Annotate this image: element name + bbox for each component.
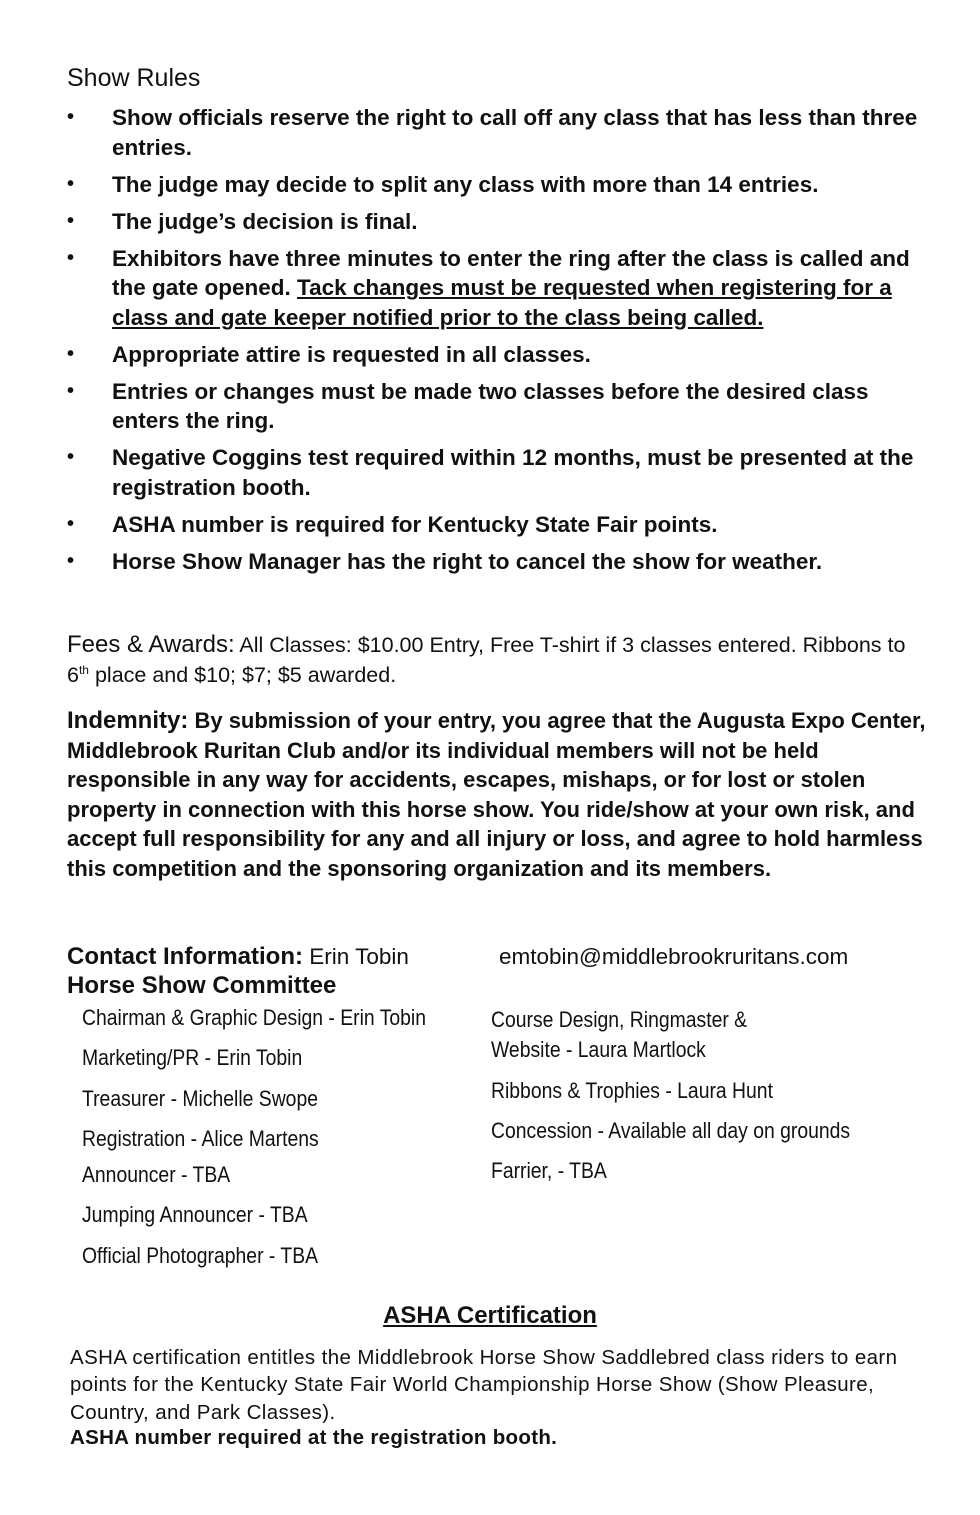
show-rules-list	[67, 103, 927, 584]
asha-certification-text: ASHA certification entitles the Middlebrook Horse Show Saddlebred class riders to earn points for the Kentucky State Fair World Championship Horse Show (Show Pleasure, Country, and Park Classes).	[70, 1346, 898, 1424]
rule-item	[67, 443, 927, 502]
indemnity-label: Indemnity:	[67, 707, 189, 734]
rule-text: The judge may decide to split any class with more than 14 entries.	[112, 171, 819, 197]
asha-requirement-note: ASHA number required at the registration booth.	[70, 1426, 558, 1449]
committee-member: Concession - Available all day on grounds	[491, 1118, 851, 1143]
fees-awards-paragraph	[67, 632, 927, 688]
fees-colon: :	[227, 631, 235, 658]
rule-item	[67, 510, 927, 540]
committee-member: Registration - Alice Martens	[82, 1126, 319, 1151]
rule-text: Horse Show Manager has the right to cancel the show for weather.	[112, 548, 823, 574]
rule-item	[67, 244, 927, 333]
contact-email: emtobin@middlebrookruritans.com	[499, 944, 849, 969]
rule-text: Negative Coggins test required within 12 months, must be presented at the registration booth.	[112, 445, 914, 500]
contact-name: Erin Tobin	[302, 944, 409, 969]
bullet-icon: •	[67, 172, 75, 195]
rule-text: Exhibitors have three minutes to enter the ring after the class is called and the gate opened.	[112, 245, 910, 300]
committee-member: Announcer - TBA	[82, 1162, 231, 1187]
rule-text: Show officials reserve the right to call off any class that has less than three entries.	[112, 105, 918, 160]
rule-item	[67, 170, 927, 200]
rule-text: ASHA number is required for Kentucky State Fair points.	[112, 511, 718, 537]
indemnity-paragraph	[67, 706, 927, 884]
rule-text: Entries or changes must be made two classes before the desired class enters the ring.	[112, 378, 869, 433]
rule-item	[67, 377, 927, 436]
bullet-icon: •	[67, 106, 75, 128]
rule-underlined-text: Tack changes must be requested when registering for a class and gate keeper notified prior to the class being called.	[112, 275, 892, 330]
rule-text: Appropriate attire is requested in all classes.	[112, 341, 591, 367]
bullet-icon: •	[67, 246, 75, 269]
rule-item	[67, 103, 927, 162]
committee-member: Official Photographer - TBA	[82, 1243, 319, 1268]
show-rules-heading: Show Rules	[67, 64, 201, 92]
contact-label: Contact Information:	[67, 943, 303, 970]
committee-heading: Horse Show Committee	[67, 972, 337, 999]
fees-text-end: place and $10; $7; $5 awarded.	[88, 663, 397, 688]
fees-label: Fees & Awards	[67, 631, 228, 658]
committee-member: Ribbons & Trophies - Laura Hunt	[491, 1078, 773, 1103]
committee-member: Treasurer - Michelle Swope	[82, 1086, 318, 1111]
rule-item	[67, 340, 927, 370]
committee-member: Farrier, - TBA	[491, 1158, 607, 1183]
bullet-icon: •	[67, 446, 75, 468]
indemnity-text: By submission of your entry, you agree that the Augusta Expo Center, Middlebrook Ruritan Club and/or its individual members will not be held responsible in any way for accidents, escapes, mishaps, or for lost or stolen property in connection with this horse show. You ride/show at your own risk, and accept full responsibility for any and all injury or loss, and agree to hold harmless this competition and the sponsoring organization and its members.	[67, 708, 926, 881]
committee-member: Course Design, Ringmaster &	[491, 1007, 748, 1032]
bullet-icon: •	[67, 209, 75, 232]
contact-information	[67, 942, 947, 972]
asha-certification-heading	[0, 1302, 980, 1330]
rule-item	[67, 547, 927, 577]
rule-item	[67, 207, 927, 237]
committee-member: Jumping Announcer - TBA	[82, 1202, 308, 1227]
bullet-icon: •	[67, 549, 75, 572]
bullet-icon: •	[67, 512, 75, 535]
fees-text: All Classes: $10.00 Entry, Free T-shirt if 3 classes entered. Ribbons to 6	[67, 633, 906, 688]
committee-member: Chairman & Graphic Design - Erin Tobin	[82, 1005, 426, 1030]
bullet-icon: •	[67, 342, 75, 365]
rule-text: The judge’s decision is final.	[112, 208, 418, 234]
committee-member: Marketing/PR - Erin Tobin	[82, 1045, 303, 1070]
committee-member: Website - Laura Martlock	[491, 1037, 706, 1062]
asha-title-text: ASHA Certification	[383, 1302, 597, 1329]
bullet-icon: •	[67, 379, 75, 402]
fees-superscript: th	[78, 663, 89, 677]
